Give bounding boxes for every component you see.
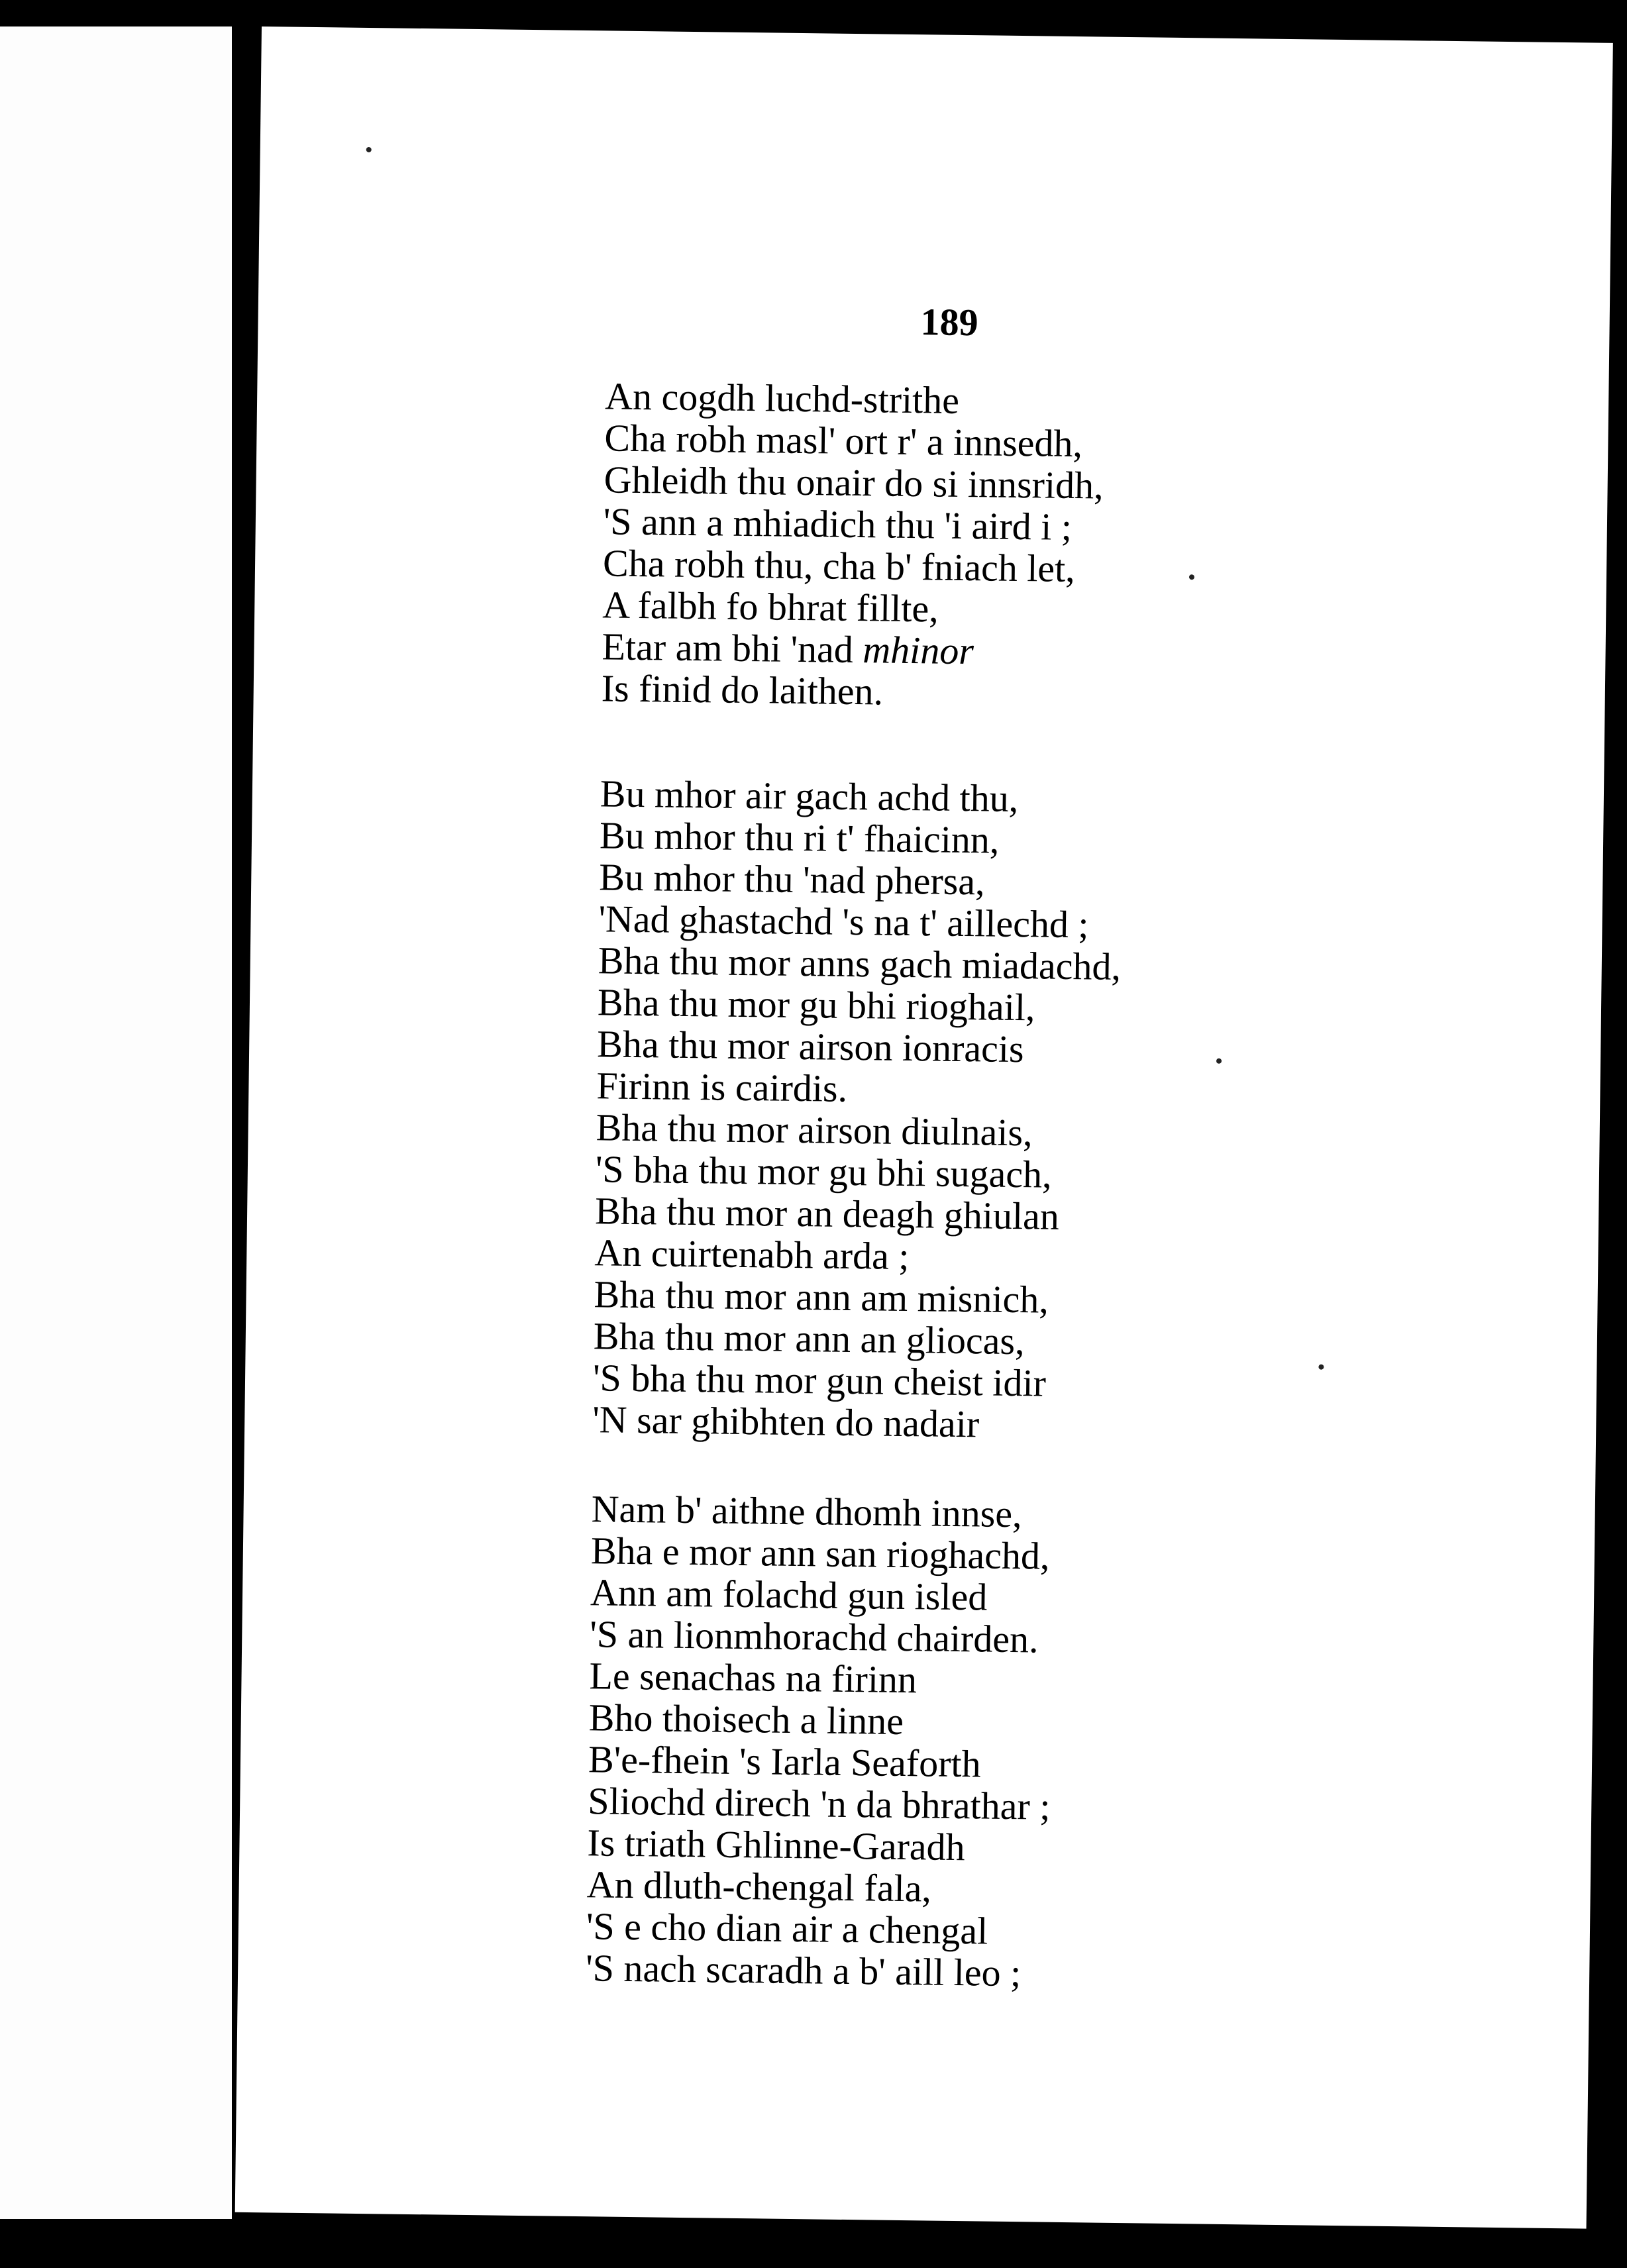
verse-line: 'S e cho dian air a chengal [586,1904,988,1953]
verse-line: Bha thu mor airson ionracis [596,1022,1024,1071]
verse-line: A falbh fo bhrat fillte, [602,583,939,631]
verse-line: Firinn is cairdis. [596,1064,848,1110]
verse-line: B'e-fhein 's Iarla Seaforth [588,1737,982,1786]
verse-line: Bha thu mor airson diulnais, [596,1106,1033,1155]
verse-line: 'S nach scaradh a b' aill leo ; [585,1946,1022,1995]
verse-line: 'Nad ghastachd 's na t' aillechd ; [598,897,1089,947]
verse-line: Is triath Ghlinne-Garadh [587,1821,966,1869]
verse-line: Is finid do laithen. [601,666,884,713]
verse-line: Bha thu mor ann am misnich, [594,1272,1049,1321]
verse-line: Bha thu mor gu bhi rioghail, [597,980,1035,1029]
verse-line: 'S bha thu mor gun cheist idir [592,1356,1047,1405]
verse-line: Ghleidh thu onair do si innsridh, [604,458,1104,507]
scan-speck [366,147,372,152]
left-page-margin [0,26,232,2219]
verse-line-with-italic [602,625,1102,673]
verse-line: An cogdh luchd-strithe [604,374,960,422]
verse-line: Cha robh masl' ort r' a innsedh, [604,416,1083,466]
verse-line: Bha e mor ann san rioghachd, [590,1529,1050,1578]
verse-line: Le senachas na firinn [589,1654,918,1702]
scan-speck [1318,1365,1324,1370]
verse-line: Bu mhor air gach achd thu, [600,772,1019,821]
verse-line: 'S bha thu mor gu bhi sugach, [595,1147,1052,1196]
stanza-3 [586,1488,1054,1994]
scan-speck [1216,1058,1222,1064]
verse-line: Bha thu mor anns gach miadachd, [598,939,1122,988]
verse-line: Cha robh thu, cha b' fniach let, [602,541,1076,591]
verse-line: 'N sar ghibhten do nadair [592,1398,980,1446]
verse-line: Ann am folachd gun isled [590,1571,988,1619]
verse-line: 'S an lionmhorachd chairden. [589,1612,1039,1661]
verse-line: Sliochd direch 'n da bhrathar ; [587,1779,1051,1828]
verse-line: Bho thoisech a linne [588,1696,904,1743]
verse-line: An cuirtenabh arda ; [594,1231,910,1278]
verse-line: Bu mhor thu 'nad phersa, [598,855,986,903]
stanza-1 [601,375,1104,715]
verse-line: Nam b' aithne dhomh innse, [591,1487,1023,1536]
page-number: 189 [920,300,979,344]
verse-line: Bu mhor thu ri t' fhaicinn, [599,813,1000,862]
italic-word: mhinor [862,628,974,673]
verse-line: Bha thu mor ann an gliocas, [593,1314,1025,1363]
verse-line-text: Etar am bhi 'nad [602,625,863,672]
scan-speck [1189,574,1194,580]
stanza-2 [592,772,1123,1447]
verse-line: 'S ann a mhiadich thu 'i aird i ; [603,499,1073,548]
verse-line: Bha thu mor an deagh ghiulan [594,1189,1060,1238]
right-page [235,26,1613,2229]
verse-line: An dluth-chengal fala, [586,1863,932,1910]
